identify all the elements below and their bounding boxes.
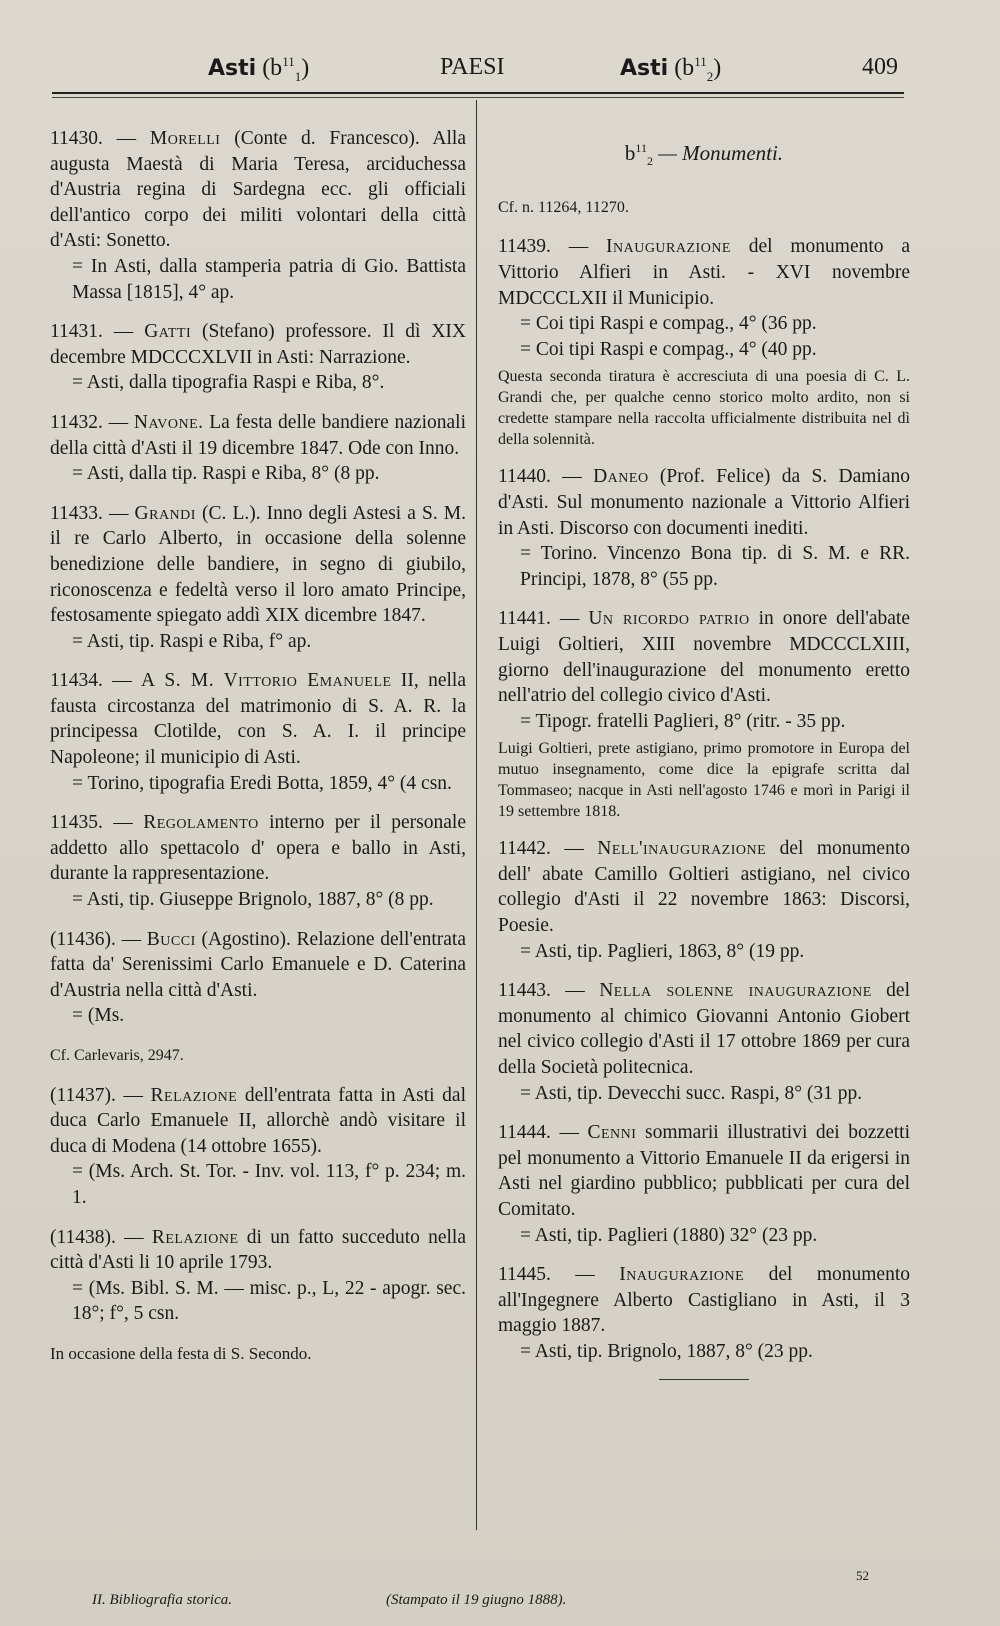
entry-imprint: = Torino. Vincenzo Bona tip. di S. M. e RR. Principi, 1878, 8° (55 pp. bbox=[520, 543, 910, 590]
left-column bbox=[50, 126, 466, 1367]
entry-text: di un fatto succeduto nella città d'Asti li 10 aprile 1793. bbox=[50, 1226, 466, 1274]
header-rule-thin bbox=[52, 97, 904, 98]
entry-text: (Prof. Felice) da S. Damiano d'Asti. Sul monumento nazionale a Vittorio Alfieri in Asti. Discorso con documenti inediti. bbox=[498, 466, 910, 539]
entry-imprint: = Asti, tip. Paglieri (1880) 32° (23 pp. bbox=[520, 1224, 818, 1246]
entry-author: Navone. bbox=[133, 411, 204, 433]
entry-number: 11431. — bbox=[50, 321, 145, 343]
entry-number: 11435. — bbox=[50, 812, 144, 834]
bibliography-entry bbox=[50, 319, 466, 396]
bibliography-entry bbox=[50, 810, 466, 912]
entry-imprint: = Asti, tip. Giuseppe Brignolo, 1887, 8° (8 pp. bbox=[72, 889, 434, 911]
header-left-idx: 1 bbox=[294, 68, 302, 84]
right-cross-reference: Cf. n. 11264, 11270. bbox=[498, 198, 629, 216]
entry-author: A S. M. Vittorio Emanuele bbox=[141, 670, 392, 692]
left-entries bbox=[50, 126, 466, 1029]
entry-imprint: = Asti, dalla tipografia Raspi e Riba, 8°. bbox=[72, 372, 385, 394]
entry-imprint: = Tipogr. fratelli Paglieri, 8° (ritr. - 35 pp. bbox=[520, 710, 846, 732]
entry-author: Nella solenne inaugurazione bbox=[599, 980, 872, 1002]
section-sup: 11 bbox=[635, 141, 647, 155]
entry-author: Un ricordo patrio bbox=[588, 608, 750, 630]
bibliography-entry bbox=[50, 1225, 466, 1327]
entry-author: Morelli bbox=[149, 128, 221, 149]
entry-number: 11439. — bbox=[498, 236, 606, 258]
entry-text: interno per il personale addetto allo spettacolo d' opera e ballo in Asti, durante la rappresentazione. bbox=[50, 812, 466, 885]
right-entries bbox=[498, 234, 910, 1364]
left-tail-note: In occasione della festa di S. Secondo. bbox=[50, 1343, 312, 1363]
bibliography-entry bbox=[498, 836, 910, 964]
bibliography-entry bbox=[50, 1083, 466, 1211]
entry-number: 11432. — bbox=[50, 411, 134, 433]
footer-left: II. Bibliografia storica. bbox=[92, 1592, 232, 1608]
entry-text: sommarii illustrativi dei bozzetti pel monumento a Vittorio Emanuele II da erigersi in Asti nel giardino pubblico; pubblicati per cura del Comitato. bbox=[498, 1122, 910, 1220]
header-right-sub: (b bbox=[674, 55, 695, 81]
entry-number: (11437). — bbox=[50, 1084, 151, 1106]
header-left-sub: (b bbox=[262, 55, 283, 81]
footer-printed-date: (Stampato il 19 giugno 1888). bbox=[386, 1592, 567, 1608]
entry-text: (C. L.). Inno degli Astesi a S. M. il re Carlo Alberto, in occasione della solenne benedizione delle bandiere, in segno di giubilo, riconoscenza e fedeltà verso il loro amato Principe, festosamente spiegato addì XIX dicembre 1847. bbox=[50, 502, 466, 627]
entry-number: 11442. — bbox=[498, 838, 598, 860]
bibliography-entry bbox=[498, 234, 910, 450]
signature-mark: 52 bbox=[856, 1568, 869, 1583]
bibliography-entry bbox=[50, 501, 466, 655]
section-name: — Monumenti. bbox=[658, 141, 784, 165]
entry-author: Relazione bbox=[151, 1226, 239, 1248]
header-right-idx: 2 bbox=[706, 68, 714, 84]
entry-imprint: = Torino, tipografia Eredi Botta, 1859, 4° (4 csn. bbox=[72, 772, 452, 794]
entry-author: Inaugurazione bbox=[619, 1264, 745, 1286]
bibliography-entry bbox=[50, 410, 466, 487]
entry-number: 11433. — bbox=[50, 502, 135, 524]
entry-author: Bucci bbox=[146, 928, 196, 950]
entry-text: La festa delle bandiere nazionali della città d'Asti il 19 dicembre 1847. Ode con Inno. bbox=[50, 411, 466, 459]
entry-number: 11441. — bbox=[498, 608, 589, 630]
header-right-sup: 11 bbox=[694, 54, 707, 69]
bibliography-entry bbox=[498, 1120, 910, 1248]
entry-text: (Stefano) professore. Il dì XIX decembre MDCCCXLVII in Asti: Narrazione. bbox=[50, 321, 466, 368]
entry-text: (Conte d. Francesco). Alla augusta Maestà di Maria Teresa, arciduchessa d'Austria regina di Sardegna ecc. gli officiali dell'antico corpo dei militi volontari della città d'Asti: Sonetto. bbox=[50, 128, 466, 252]
bibliography-entry bbox=[50, 668, 466, 796]
section-idx: 2 bbox=[646, 154, 653, 169]
section-title bbox=[498, 136, 910, 175]
entry-author: Regolamento bbox=[143, 812, 259, 834]
entry-number: 11443. — bbox=[498, 980, 600, 1002]
entry-text: del monumento al chimico Giovanni Antonio Giobert nel civico collegio d'Asti il 17 ottobre 1869 per cura della Società politecnica. bbox=[498, 980, 911, 1079]
entry-number: (11438). — bbox=[50, 1226, 152, 1248]
entry-imprint: = Coi tipi Raspi e compag., 4° (36 pp. bbox=[520, 313, 817, 335]
entry-text: (Agostino). Relazione dell'entrata fatta da' Serenissimi Carlo Emanuele e D. Caterina d'Austria nella città d'Asti. bbox=[50, 928, 466, 1001]
running-header bbox=[0, 50, 1000, 96]
entry-number: 11440. — bbox=[498, 466, 594, 488]
entry-text: dell'entrata fatta in Asti dal duca Carlo Emanuele II, allorchè andò visitare il duca di Modena (14 ottobre 1655). bbox=[50, 1084, 467, 1157]
bibliography-entry bbox=[50, 927, 466, 1029]
entry-number: 11445. — bbox=[498, 1264, 620, 1286]
entry-number: 11434. — bbox=[50, 670, 142, 692]
entry-text: in onore dell'abate Luigi Goltieri, XIII novembre MDCCCLXIII, giorno dell'inaugurazione del monumento eretto nell'atrio del collegio civico d'Asti. bbox=[498, 608, 911, 707]
entry-number: 11444. — bbox=[498, 1122, 588, 1144]
header-right-title: Asti bbox=[620, 56, 669, 81]
entry-author: Daneo bbox=[593, 466, 649, 488]
entry-imprint: = (Ms. bbox=[72, 1005, 125, 1027]
header-center: PAESI bbox=[440, 54, 505, 80]
entry-author: Cenni bbox=[587, 1122, 637, 1144]
entry-text: del monumento all'Ingegnere Alberto Castigliano in Asti, il 3 maggio 1887. bbox=[498, 1264, 910, 1337]
header-left: Asti $(b^{11}_1)$ bbox=[208, 54, 310, 84]
header-left-sup: 11 bbox=[282, 54, 295, 69]
entry-author: Inaugurazione bbox=[606, 236, 731, 258]
column-divider bbox=[476, 100, 477, 1530]
entry-imprint: = Asti, dalla tip. Raspi e Riba, 8° (8 pp. bbox=[72, 463, 380, 485]
entry-author: Nell'inaugurazione bbox=[597, 838, 767, 860]
entry-imprint: = (Ms. Bibl. S. M. — misc. p., L, 22 - apogr. sec. 18°; f°, 5 csn. bbox=[72, 1277, 466, 1325]
entry-text: del monumento a Vittorio Alfieri in Asti. - XVI novembre MDCCCLXII il Municipio. bbox=[498, 236, 911, 309]
header-left-title: Asti bbox=[208, 56, 257, 81]
entry-note: Questa seconda tiratura è accresciuta di una poesia di C. L. Grandi che, per qualche cenno storico molto ardito, non si credette stampare nella raccolta ufficialmente distribuita nel dì della solennità. bbox=[498, 368, 910, 449]
left-cross-reference: Cf. Carlevaris, 2947. bbox=[50, 1047, 184, 1064]
entry-number: (11436). — bbox=[50, 928, 147, 950]
entry-imprint: = Asti, tip. Devecchi succ. Raspi, 8° (31 pp. bbox=[520, 1082, 863, 1104]
bibliography-entry bbox=[498, 606, 910, 822]
left-entries-2 bbox=[50, 1083, 466, 1327]
section-label: b bbox=[624, 141, 636, 165]
entry-author: Grandi bbox=[134, 502, 196, 524]
right-column bbox=[498, 126, 910, 1380]
entry-text: del monumento dell' abate Camillo Goltieri astigiano, nel civico collegio d'Asti il 22 novembre 1863: Discorsi, Poesie. bbox=[498, 838, 911, 937]
entry-imprint: = (Ms. Arch. St. Tor. - Inv. vol. 113, f° p. 234; m. 1. bbox=[72, 1161, 466, 1208]
entry-imprint: = In Asti, dalla stamperia patria di Gio. Battista Massa [1815], 4° ap. bbox=[72, 255, 466, 303]
end-rule bbox=[659, 1379, 749, 1380]
entry-imprint: = Asti, tip. Brignolo, 1887, 8° (23 pp. bbox=[520, 1340, 813, 1362]
entry-author: Relazione bbox=[150, 1084, 238, 1106]
bibliography-entry bbox=[498, 1262, 910, 1364]
entry-imprint: = Asti, tip. Raspi e Riba, f° ap. bbox=[72, 630, 312, 652]
entry-text: II, nella fausta circostanza del matrimonio di S. A. R. la principessa Clotilde, con S. A. I. il principe Napoleone; il municipio di Asti. bbox=[50, 670, 466, 769]
bibliography-entry bbox=[498, 978, 910, 1106]
entry-imprint: = Asti, tip. Paglieri, 1863, 8° (19 pp. bbox=[520, 940, 805, 962]
entry-imprint-2: = Coi tipi Raspi e compag., 4° (40 pp. bbox=[520, 338, 817, 360]
entry-note: Luigi Goltieri, prete astigiano, primo promotore in Europa del mutuo insegnamento, come dice la epigrafe scritta dal Tommaseo; nacque in Asti nell'agosto 1746 e morì in Parigi il 19 settembre 1818. bbox=[498, 740, 910, 821]
bibliography-entry bbox=[50, 126, 466, 305]
page-number: 409 bbox=[862, 54, 898, 80]
bibliography-entry bbox=[498, 464, 910, 592]
entry-author: Gatti bbox=[144, 321, 192, 343]
header-rule bbox=[52, 92, 904, 94]
header-right: Asti $(b^{11}_2)$ bbox=[620, 54, 722, 84]
entry-number: 11430. — bbox=[50, 128, 150, 149]
